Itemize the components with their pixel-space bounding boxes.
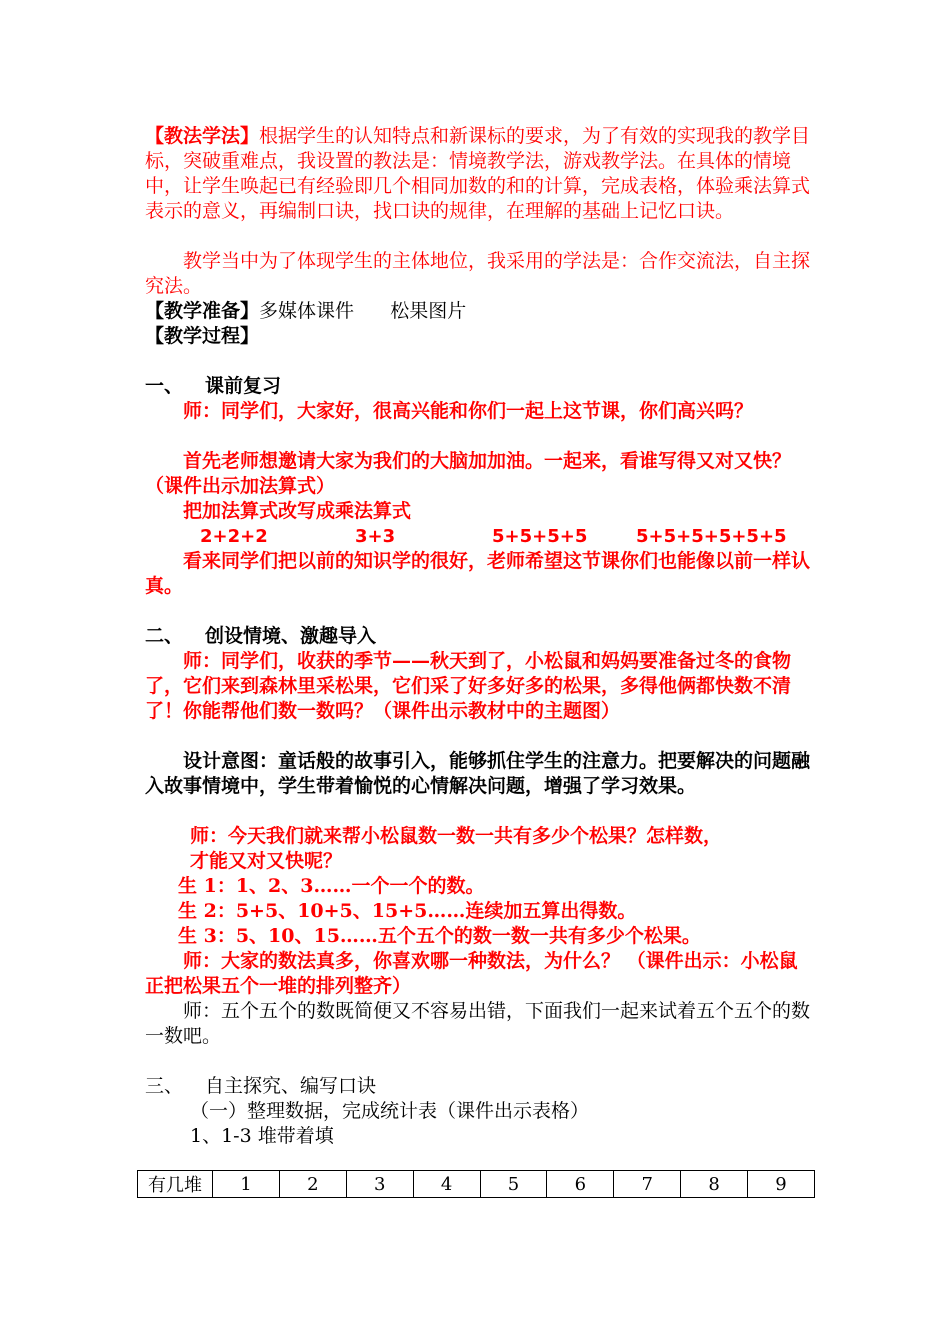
s3-sub1: （一）整理数据，完成统计表（课件出示表格） <box>190 1100 590 1122</box>
student-2: 生 2：5+5、10+5、15+5……连续加五算出得数。 <box>178 900 637 922</box>
s2-p3a: 师：今天我们就来帮小松鼠数一数一共有多少个松果？怎样数， <box>190 825 723 847</box>
formula-1: 2+2+2 <box>200 526 268 547</box>
student-1: 生 1：1、2、3……一个一个的数。 <box>178 875 485 897</box>
section-1-heading <box>145 374 281 399</box>
method-text: 根据学生的认知特点和新课标的要求，为了有效的实现我的教学目标，突破重难点，我设置的教法是：情境教学法，游戏教学法。在具体的情境中，让学生唤起已有经验即几个相同加数的和的计算，完成表格，体验乘法算式表示的意义，再编制口诀，找口诀的规律，在理解的基础上记忆口诀。 <box>145 125 811 222</box>
s2-p2: 设计意图：童话般的故事引入，能够抓住学生的注意力。把要解决的问题融入故事情境中，学生带着愉悦的心情解决问题，增强了学习效果。 <box>145 750 811 797</box>
s2-p3b: 才能又对又快呢？ <box>190 850 343 872</box>
student-3: 生 3：5、10、15……五个五个的数一数一共有多少个松果。 <box>178 925 701 947</box>
table-header-cell: 有几堆 <box>138 1171 213 1198</box>
section-3-heading <box>145 1074 376 1099</box>
section-2-num: 二、 <box>145 625 184 647</box>
method-label: 【教法学法】 <box>145 125 260 147</box>
s1-p2: 首先老师想邀请大家为我们的大脑加加油。一起来，看谁写得又对又快？（课件出示加法算式） <box>145 450 792 497</box>
formula-3: 5+5+5+5 <box>492 526 588 547</box>
prep-text: 多媒体课件 松果图片 <box>259 300 467 322</box>
table-row <box>138 1171 815 1198</box>
section-2-title: 创设情境、激趣导入 <box>205 625 377 647</box>
table-cell: 5 <box>480 1171 547 1198</box>
s1-p4: 看来同学们把以前的知识学的很好，老师希望这节课你们也能像以前一样认真。 <box>145 550 811 597</box>
stat-table <box>137 1170 815 1198</box>
s3-sub2: 1、1-3 堆带着填 <box>190 1125 334 1147</box>
prep-line <box>145 299 815 324</box>
prep-label: 【教学准备】 <box>145 300 260 322</box>
section-3-num: 三、 <box>145 1075 184 1097</box>
table-cell: 3 <box>346 1171 413 1198</box>
table-cell: 1 <box>213 1171 280 1198</box>
table-cell: 6 <box>547 1171 614 1198</box>
s1-p1: 师：同学们，大家好，很高兴能和你们一起上这节课，你们高兴吗？ <box>183 400 754 422</box>
method-paragraph <box>145 124 815 224</box>
formula-2: 3+3 <box>355 526 396 547</box>
table-cell: 2 <box>279 1171 346 1198</box>
table-cell: 9 <box>748 1171 815 1198</box>
s2-p4: 师：大家的数法真多，你喜欢哪一种数法，为什么？ （课件出示：小松鼠正把松果五个一堆的排列整齐） <box>145 950 798 997</box>
process-label: 【教学过程】 <box>145 325 260 347</box>
s2-p5: 师：五个五个的数既简便又不容易出错，下面我们一起来试着五个五个的数一数吧。 <box>145 1000 811 1047</box>
section-1-title: 课前复习 <box>205 375 282 397</box>
section-1-num: 一、 <box>145 375 184 397</box>
table-cell: 4 <box>413 1171 480 1198</box>
study-paragraph: 教学当中为了体现学生的主体地位，我采用的学法是：合作交流法，自主探究法。 <box>145 250 811 297</box>
formula-4: 5+5+5+5+5+5 <box>636 526 787 547</box>
section-3-title: 自主探究、编写口诀 <box>205 1075 377 1097</box>
s2-p1: 师：同学们，收获的季节——秋天到了，小松鼠和妈妈要准备过冬的食物了，它们来到森林里采松果，它们采了好多好多的松果，多得他俩都快数不清了！你能帮他们数一数吗？（课件出示教材中的主题图） <box>145 650 792 722</box>
s1-p3: 把加法算式改写成乘法算式 <box>183 500 412 522</box>
section-2-heading <box>145 624 376 649</box>
table-cell: 8 <box>681 1171 748 1198</box>
table-cell: 7 <box>614 1171 681 1198</box>
